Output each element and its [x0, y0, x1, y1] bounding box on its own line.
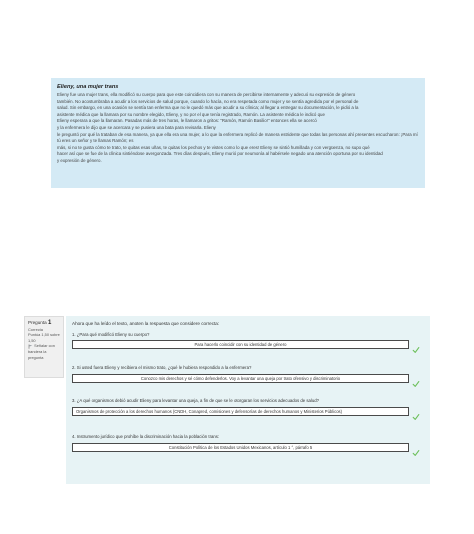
- flag-label: Señalar con: [34, 343, 55, 349]
- reading-line: hacer así que se fue de la clínica sintiéndose avergonzada. Tres días después, Elieny murió por neumonía al habérsele negado una atención oportuna por su identidad: [57, 151, 383, 157]
- question-info: [24, 316, 64, 378]
- answer-field[interactable]: Para hacerlo coincidir con su identidad de género: [72, 340, 409, 349]
- flag-label: bandera la: [28, 348, 47, 354]
- answer-field[interactable]: Organismos de protección a los derechos humanos (CNDH, Conapred, comisiones y defensorías de derechos humanos y Ministerios Públicos): [72, 407, 409, 416]
- check-icon: [412, 444, 420, 452]
- reading-line: y la enfermera le dijo que se acercara y se pusiera una bata para revisarla. Elieny: [57, 124, 216, 130]
- question-score: Puntúa 1,50 sobre: [28, 332, 60, 338]
- question-heading: [28, 320, 60, 327]
- question-label: Pregunta: [28, 320, 47, 325]
- question-text: 4. Instrumento jurídico que prohíbe la discriminación hacia la población trans:: [72, 434, 220, 439]
- question-number: 1: [47, 320, 52, 326]
- answer-field[interactable]: Constitución Política de los Estados Unidos Mexicanos, artículo 1 °, párrafo 5: [72, 443, 409, 452]
- question-score-value: 1,50: [28, 337, 36, 343]
- question-panel: [66, 316, 430, 484]
- check-icon: [412, 375, 420, 383]
- flag-question-button[interactable]: [28, 343, 60, 360]
- check-icon: [412, 408, 420, 416]
- reading-line: Elieny esperara a que la llamaran. Pasadas más de tres horas, le llamaron a gritos: "Ramón, Ramón Basilio!" entonces ella se acercó: [57, 118, 317, 124]
- question-text: 1. ¿Para qué modificó Elieny su cuerpo?: [72, 332, 150, 337]
- reading-title: Elieny, una mujer trans: [57, 84, 119, 90]
- reading-line: también. No acostumbraba a acudir a los servicios de salud porque, cuando lo hacía, no era respetada como mujer y se sentía agredida por el personal de: [57, 98, 359, 104]
- answer-field[interactable]: Conozco mis derechos y sé cómo defenderlos. Voy a levantar una queja por trato ofensivo y discriminatorio: [72, 374, 409, 383]
- check-icon: [412, 341, 420, 349]
- reading-body: [57, 92, 420, 165]
- reading-line: más, si no te gusta cómo te trato, te quitas esas uñas, te quitas los pechos y te vistes como lo que eres! Elieny se sintió humillada y con vergüenza, no supo qué: [57, 144, 370, 150]
- reading-line: y expresión de género.: [57, 157, 102, 163]
- question-text: 3. ¿A qué organismos debió acudir Elieny para levantar una queja, a fin de que se le otorgaran los servicios adecuados de salud?: [72, 398, 319, 403]
- reading-line: asistente médica que la llamara por su nombre elegido, Elieny, y no por el que tenía registrado, Ramón. La asistente médica le indicó que: [57, 111, 325, 117]
- reading-passage: [51, 78, 425, 188]
- reading-line: Elieny fue una mujer trans, ella modificó su cuerpo para que este coincidiera con su manera de percibirse internamente y adecuó su expresión de género: [57, 92, 356, 97]
- question-intro: Ahora que ha leído el texto, anoten la respuesta que considere correcta:: [72, 321, 220, 326]
- question-text: 2. Si usted fuera Elieny y recibiera el mismo trato, ¿qué le hubiera respondido a la enfermera?: [72, 365, 252, 370]
- question-status: Correcta: [28, 326, 43, 332]
- flag-label: pregunta: [28, 354, 44, 360]
- reading-line: salud. Sin embargo, en una ocasión se sentía tan enferma que no le quedó más que acudir a su clínica; al llegar a entregar su documentación, le pidió a la: [57, 105, 359, 111]
- reading-line: le preguntó por qué la trataban de esa manera, ya que ella era una mujer, a lo que la enfermera replicó de manera estridente que todas las personas ahí presentes escucharon: ¡Para mí tú eres un señor y te llamas Ramón; es: [57, 131, 418, 144]
